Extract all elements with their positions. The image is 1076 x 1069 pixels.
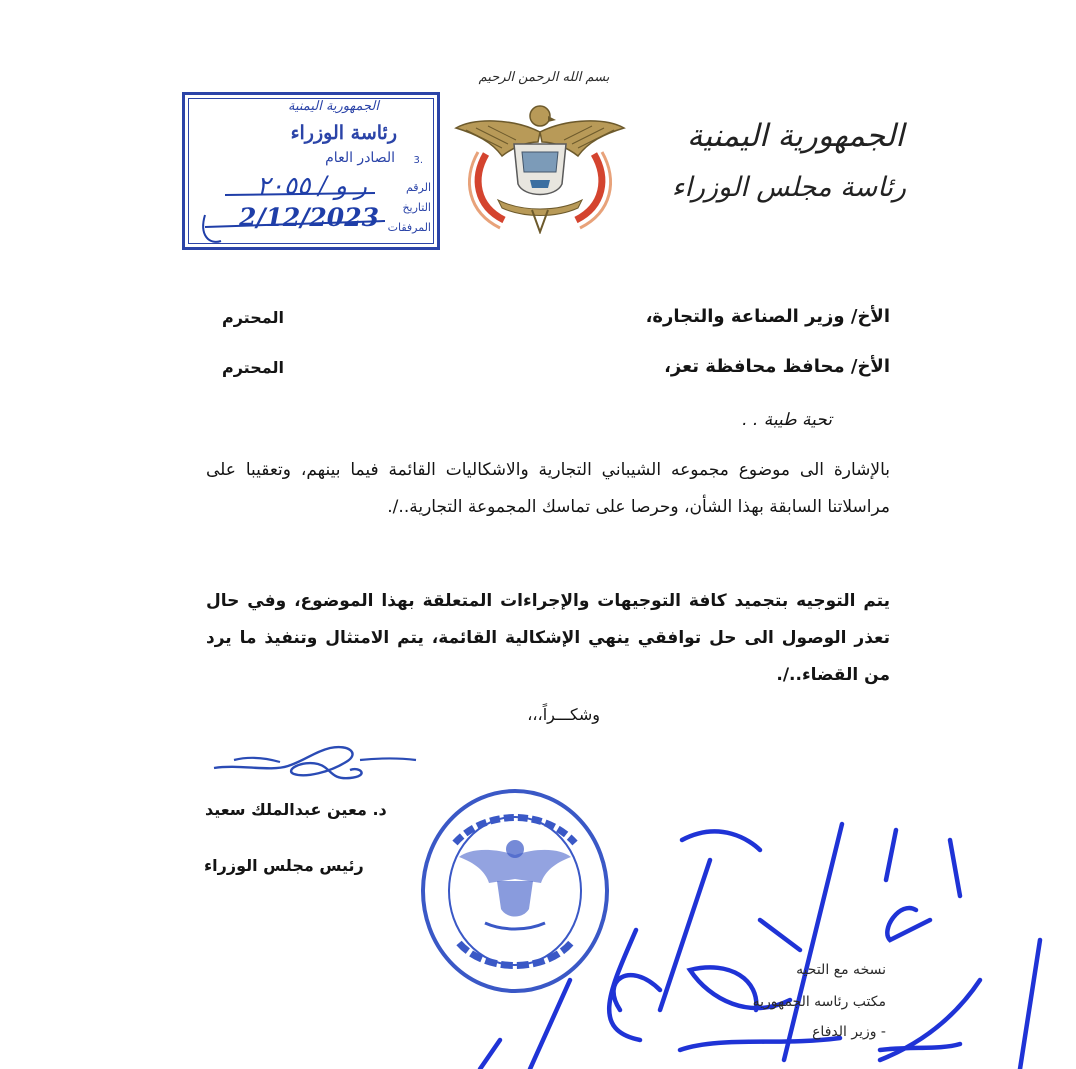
addressee-1-honorific: المحترم — [222, 308, 284, 327]
stamp-number-value: ر و / ٢٠٥٥ — [256, 171, 367, 200]
greeting: تحية طيبة . . — [742, 410, 832, 430]
copy-recipient-2: - وزير الدفاع — [812, 1024, 886, 1040]
addressee-1: الأخ/ وزير الصناعة والتجارة، — [645, 306, 890, 327]
signatory-name: د. معين عبدالملك سعيد — [205, 800, 387, 819]
stamp-number-label: الرقم — [405, 181, 431, 194]
handwritten-note-scrawl — [460, 800, 1076, 1069]
addressee-2-honorific: المحترم — [222, 358, 284, 377]
addressee-2: الأخ/ محافظ محافظة تعز، — [664, 356, 890, 377]
registry-stamp — [182, 92, 440, 250]
yemen-eagle-emblem-icon — [452, 88, 628, 234]
copy-recipient-1: مكتب رئاسه الجمهوريه — [752, 994, 886, 1010]
signatory-title: رئيس مجلس الوزراء — [204, 856, 364, 875]
stamp-outgoing: الصادر العام — [325, 150, 395, 166]
stamp-attachments-label: المرفقات — [387, 221, 431, 234]
stamp-date-label: التاريخ — [402, 201, 431, 214]
closing-thanks: وشكـــراً،،، — [527, 705, 600, 724]
paragraph-1: بالإشارة الى موضوع مجموعه الشيباني التجارية والاشكاليات القائمة فيما بينهم، وتعقيبا على مراسلاتنا السابقة بهذا الشأن، وحرصا على تماسك المجموعة التجارية../. — [206, 460, 890, 517]
stamp-small-mark: 3. — [413, 155, 423, 166]
stamp-date-value: 2/12/2023 — [238, 203, 379, 232]
basmala: بسم الله الرحمن الرحيم — [478, 70, 610, 85]
signature — [210, 738, 420, 794]
paragraph-2: يتم التوجيه بتجميد كافة التوجيهات والإجراءات المتعلقة بهذا الموضوع، وفي حال تعذر الوصول الى حل توافقي ينهي الإشكالية القائمة، يتم الامتثال وتنفيذ ما يرد من القضاء../. — [206, 591, 890, 685]
stamp-republic: الجمهورية اليمنية — [287, 99, 379, 114]
stamp-presidency: رئاسة الوزراء — [290, 122, 397, 144]
office-name: رئاسة مجلس الوزراء — [671, 172, 906, 203]
copies-heading: نسخه مع التحيه — [796, 962, 886, 978]
country-name: الجمهورية اليمنية — [686, 118, 904, 154]
stamp-pen-strokes — [185, 95, 437, 247]
